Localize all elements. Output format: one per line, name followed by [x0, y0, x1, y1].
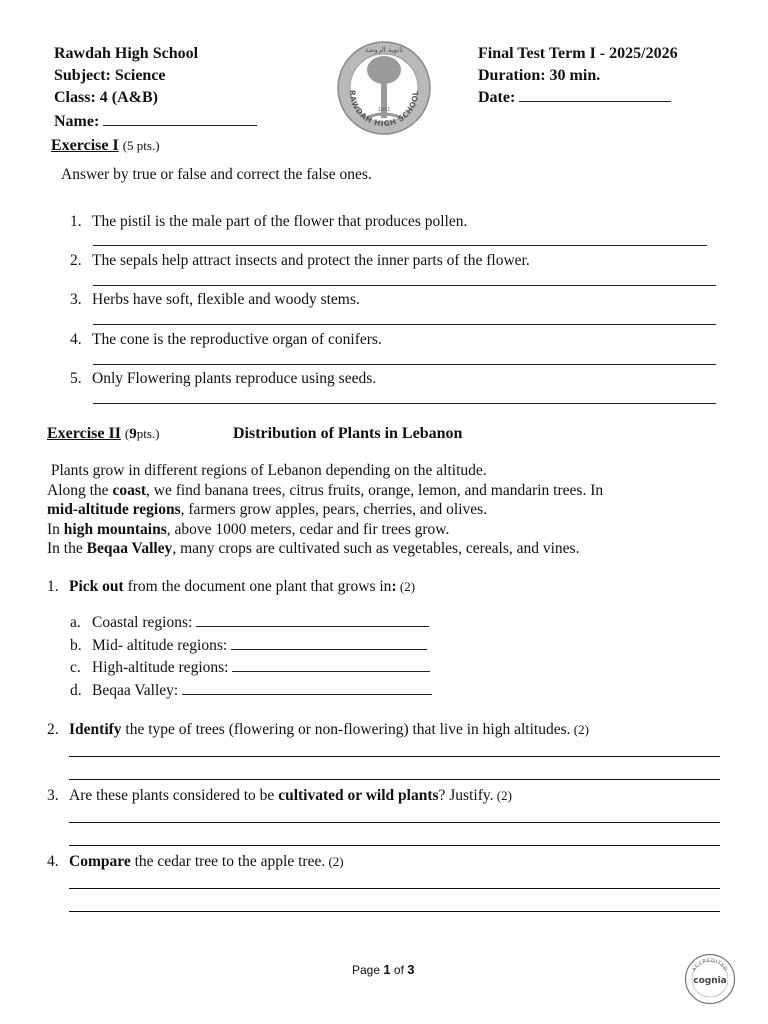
answer-line[interactable] [93, 364, 716, 365]
question-3: 3. Are these plants considered to be cultivated or wild plants? Justify. (2) [47, 787, 512, 804]
name-blank[interactable] [103, 111, 257, 126]
exercise2-title: Exercise II [47, 425, 121, 442]
test-title: Final Test Term I - 2025/2026 [478, 45, 678, 62]
exercise1-title: Exercise I [51, 137, 119, 154]
class-label: Class: 4 (A&B) [54, 89, 158, 106]
badge-top-text: ACCREDITED [691, 957, 729, 973]
exercise2-heading: Distribution of Plants in Lebanon [233, 425, 463, 442]
exercise2-points: (9pts.) [124, 426, 160, 442]
question-4: 4. Compare the cedar tree to the apple tree. (2) [47, 853, 344, 870]
answer-line[interactable] [93, 285, 716, 286]
name-field[interactable] [54, 111, 257, 133]
exercise1-instruction: Answer by true or false and correct the false ones. [61, 166, 372, 183]
answer-line[interactable] [69, 911, 720, 912]
answer-line[interactable] [69, 756, 720, 757]
logo-arabic: ثانوية الروضة [364, 46, 404, 54]
duration-label: Duration: 30 min. [478, 67, 601, 84]
list-item: d. Beqaa Valley: [70, 680, 432, 701]
list-item: a. Coastal regions: [70, 612, 429, 633]
exercise1-points: (5 pts.) [122, 138, 160, 153]
list-item: 5. Only Flowering plants reproduce using seeds. [70, 370, 377, 387]
school-logo [336, 40, 432, 136]
answer-line[interactable] [93, 324, 716, 325]
answer-blank[interactable] [232, 657, 430, 672]
exercise1-header [51, 137, 160, 155]
document-paragraph: Plants grow in different regions of Lebanon depending on the altitude. Along the coast, we find banana trees, citrus fruits, orange, lemon, and mandarin trees. In mid-altitude regions, farmers grow apples, pears, cherries, and olives. In high mountains, above 1000 meters, cedar and fir trees grow. In the Beqaa Valley, many crops are cultivated such as vegetables, cereals, and vines. [47, 462, 604, 557]
name-label: Name: [54, 113, 100, 130]
list-item: 2. The sepals help attract insects and protect the inner parts of the flower. [70, 252, 530, 269]
answer-blank[interactable] [182, 680, 432, 695]
answer-line[interactable] [93, 245, 707, 246]
accreditation-badge [684, 953, 736, 1005]
list-item: 1. The pistil is the male part of the flower that produces pollen. [70, 213, 468, 230]
date-blank[interactable] [519, 87, 671, 102]
logo-year: 1961 [377, 107, 391, 113]
date-label: Date: [478, 89, 516, 106]
list-item: 3. Herbs have soft, flexible and woody stems. [70, 291, 360, 308]
list-item: 4. The cone is the reproductive organ of conifers. [70, 331, 382, 348]
date-field[interactable] [478, 87, 671, 109]
question-1: 1. Pick out from the document one plant that grows in: (2) [47, 578, 416, 595]
page-number: Page 1 of 3 [352, 962, 415, 977]
answer-blank[interactable] [196, 612, 429, 627]
answer-blank[interactable] [231, 635, 427, 650]
list-item: b. Mid- altitude regions: [70, 635, 427, 656]
exercise2-header [47, 425, 160, 443]
question-2: 2. Identify the type of trees (flowering or non-flowering) that live in high altitudes. (2) [47, 721, 589, 738]
answer-line[interactable] [69, 845, 720, 846]
answer-line[interactable] [69, 779, 720, 780]
logo-text: RAWDAH HIGH SCHOOL [347, 89, 421, 129]
badge-name: cognia [693, 976, 727, 986]
school-name: Rawdah High School [54, 45, 199, 62]
answer-line[interactable] [93, 403, 716, 404]
list-item: c. High-altitude regions: [70, 657, 430, 678]
answer-line[interactable] [69, 888, 720, 889]
answer-line[interactable] [69, 822, 720, 823]
subject-label: Subject: Science [54, 67, 166, 84]
